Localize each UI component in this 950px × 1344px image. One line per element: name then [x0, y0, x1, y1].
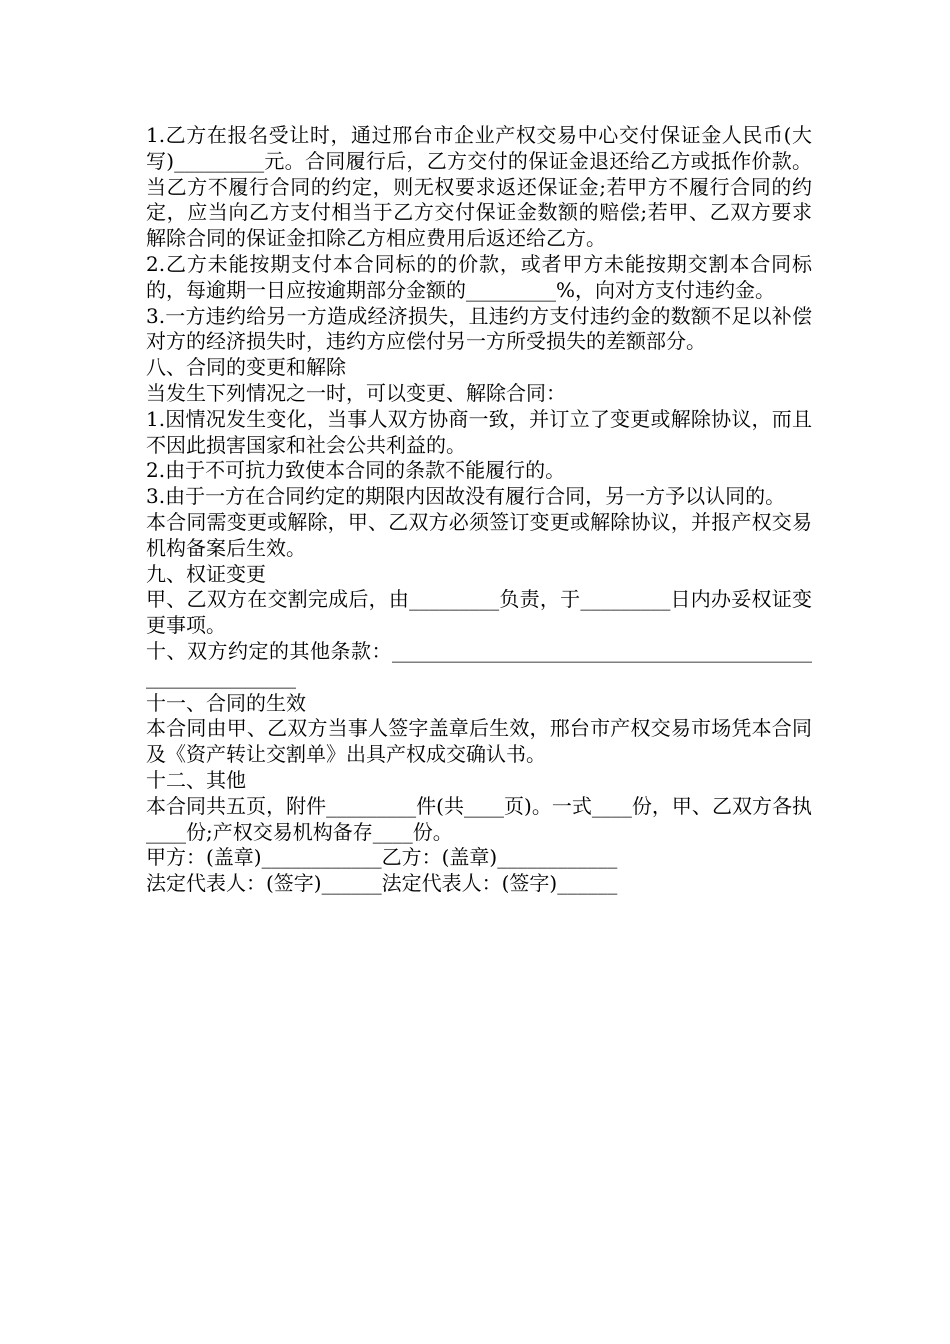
signature-representative-line: 法定代表人：(签字)______法定代表人：(签字)______ [146, 871, 618, 896]
section-12-text: 本合同共五页，附件_________件(共____页)。一式____份，甲、乙双方各执____份;产权交易机构备存____份。 [146, 793, 812, 844]
section-9-text: 甲、乙双方在交割完成后，由_________负责，于_________日内办妥权证变更事项。 [146, 587, 812, 638]
section-8-note: 本合同需变更或解除，甲、乙双方必须签订变更或解除协议，并报产权交易机构备案后生效。 [146, 509, 812, 560]
section-heading-12: 十二、其他 [146, 767, 246, 792]
signature-seal-line: 甲方：(盖章)____________乙方：(盖章)____________ [146, 845, 618, 870]
section-heading-11: 十一、合同的生效 [146, 690, 306, 715]
section-heading-9: 九、权证变更 [146, 561, 266, 586]
section-8-intro: 当发生下列情况之一时，可以变更、解除合同： [146, 380, 566, 405]
section-10-text: 十、双方约定的其他条款：_________________________________________________________ [146, 638, 812, 689]
section-8-item-3: 3.由于一方在合同约定的期限内因故没有履行合同，另一方予以认同的。 [146, 484, 786, 509]
section-heading-8: 八、合同的变更和解除 [146, 355, 346, 380]
section-8-item-1: 1.因情况发生变化，当事人双方协商一致，并订立了变更或解除协议，而且不因此损害国家和社会公共利益的。 [146, 406, 812, 457]
clause-deposit: 1.乙方在报名受让时，通过邢台市企业产权交易中心交付保证金人民币(大写)_________元。合同履行后，乙方交付的保证金退还给乙方或抵作价款。当乙方不履行合同的约定，则无权要求返还保证金;若甲方不履行合同的约定，应当向乙方支付相当于乙方交付保证金数额的赔偿;若甲、乙双方要求解除合同的保证金扣除乙方相应费用后返还给乙方。 [146, 123, 812, 251]
section-11-text: 本合同由甲、乙双方当事人签字盖章后生效，邢台市产权交易市场凭本合同及《资产转让交割单》出具产权成交确认书。 [146, 716, 812, 767]
clause-late-payment: 2.乙方未能按期支付本合同标的的价款，或者甲方未能按期交割本合同标的，每逾期一日应按逾期部分金额的_________%，向对方支付违约金。 [146, 251, 812, 302]
section-8-item-2: 2.由于不可抗力致使本合同的条款不能履行的。 [146, 458, 566, 483]
clause-damages: 3.一方违约给另一方造成经济损失，且违约方支付违约金的数额不足以补偿对方的经济损失时，违约方应偿付另一方所受损失的差额部分。 [146, 303, 812, 354]
contract-page [146, 123, 812, 897]
